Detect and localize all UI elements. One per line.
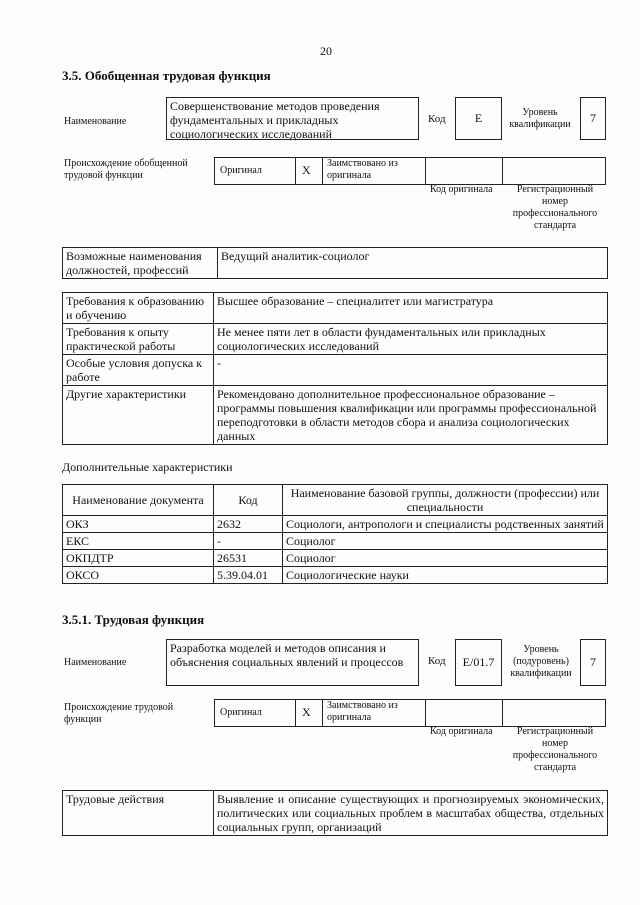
table-row [63,791,608,836]
section-code-original-label: Код оригинала [430,184,493,195]
table-row [63,293,608,324]
divider [502,157,503,185]
cell-code: 26531 [214,550,283,567]
table-row [63,533,608,550]
requirement-label: Другие характеристики [63,386,214,445]
cell-group: Социологические науки [283,567,608,584]
divider [295,157,296,185]
section-borrowed-label: Заимствовано из оригинала [327,158,398,181]
actions-table [62,790,608,836]
section-name-label: Наименование [64,116,127,127]
section-level-value: 7 [590,111,596,125]
subsection-heading: 3.5.1. Трудовая функция [62,612,205,627]
additional-title: Дополнительные характеристики [62,460,233,474]
subsection-level-value: 7 [590,655,596,669]
subsection-level-box [580,639,606,686]
divider [502,699,503,727]
requirement-label: Требования к образованию и обучению [63,293,214,324]
section-name-box [166,97,419,140]
requirement-value: Высшее образование – специалитет или магистратура [214,293,608,324]
table-row [63,386,608,445]
header-group: Наименование базовой группы, должности (профессии) или специальности [283,485,608,516]
requirement-value: Не менее пяти лет в области фундаментальных или прикладных социологических исследований [214,324,608,355]
requirements-table [62,292,608,445]
positions-table [62,247,608,279]
section-level-label: Уровень квалификации [509,107,571,130]
table-row [63,550,608,567]
section-heading: 3.5. Обобщенная трудовая функция [62,68,271,83]
divider [322,699,323,727]
subsection-code-value: E/01.7 [462,655,495,669]
cell-document: ЕКС [63,533,214,550]
subsection-name-box [166,639,419,686]
requirement-value: - [214,355,608,386]
divider [295,699,296,727]
subsection-code-box [455,639,502,686]
additional-table [62,484,608,584]
header-code: Код [214,485,283,516]
cell-code: 2632 [214,516,283,533]
divider [425,699,426,727]
actions-label: Трудовые действия [63,791,214,836]
cell-code: - [214,533,283,550]
table-row [63,355,608,386]
subsection-name-label: Наименование [64,657,127,668]
subsection-name-value: Разработка моделей и методов описания и объяснения социальных явлений и процессов [170,641,404,669]
table-row [63,516,608,533]
section-original-mark: X [302,163,311,177]
cell-document: ОКСО [63,567,214,584]
section-origin-label: Происхождение обобщенной трудовой функции [64,158,188,181]
requirement-label: Требования к опыту практической работы [63,324,214,355]
requirement-label: Особые условия допуска к работе [63,355,214,386]
subsection-borrowed-label: Заимствовано из оригинала [327,700,398,723]
section-name-value: Совершенствование методов проведения фундаментальных и прикладных социологических исследований [170,99,380,141]
actions-value: Выявление и описание существующих и прогнозируемых экономических, политических или социальных проблем в масштабах общества, отдельных социальных групп, организаций [214,791,608,836]
table-row [63,567,608,584]
section-code-value: E [474,111,483,125]
cell-document: ОКПДТР [63,550,214,567]
positions-label: Возможные наименования должностей, профессий [63,248,218,279]
section-code-box [455,97,502,140]
subsection-level-label: Уровень (подуровень) квалификации [510,644,572,679]
requirement-value: Рекомендовано дополнительное профессиональное образование – программы повышения квалификации или программы профессиональной переподготовки в области методов сбора и анализа социологических данных [214,386,608,445]
section-original-label: Оригинал [220,165,262,176]
subsection-code-original-label: Код оригинала [430,726,493,737]
page-number: 20 [320,44,332,58]
header-document: Наименование документа [63,485,214,516]
divider [425,157,426,185]
section-reg-number-label: Регистрационный номер профессионального стандарта [512,184,598,231]
table-header-row [63,485,608,516]
divider [322,157,323,185]
table-row [63,324,608,355]
cell-group: Социолог [283,550,608,567]
cell-document: ОКЗ [63,516,214,533]
subsection-origin-label: Происхождение трудовой функции [64,702,174,725]
subsection-original-mark: X [302,705,311,719]
subsection-code-label: Код [428,655,446,667]
subsection-original-label: Оригинал [220,707,262,718]
section-level-box [580,97,606,140]
positions-value: Ведущий аналитик-социолог [218,248,608,279]
subsection-reg-number-label: Регистрационный номер профессионального стандарта [512,726,598,773]
cell-group: Социолог [283,533,608,550]
section-code-label: Код [428,113,446,125]
cell-group: Социологи, антропологи и специалисты родственных занятий [283,516,608,533]
cell-code: 5.39.04.01 [214,567,283,584]
